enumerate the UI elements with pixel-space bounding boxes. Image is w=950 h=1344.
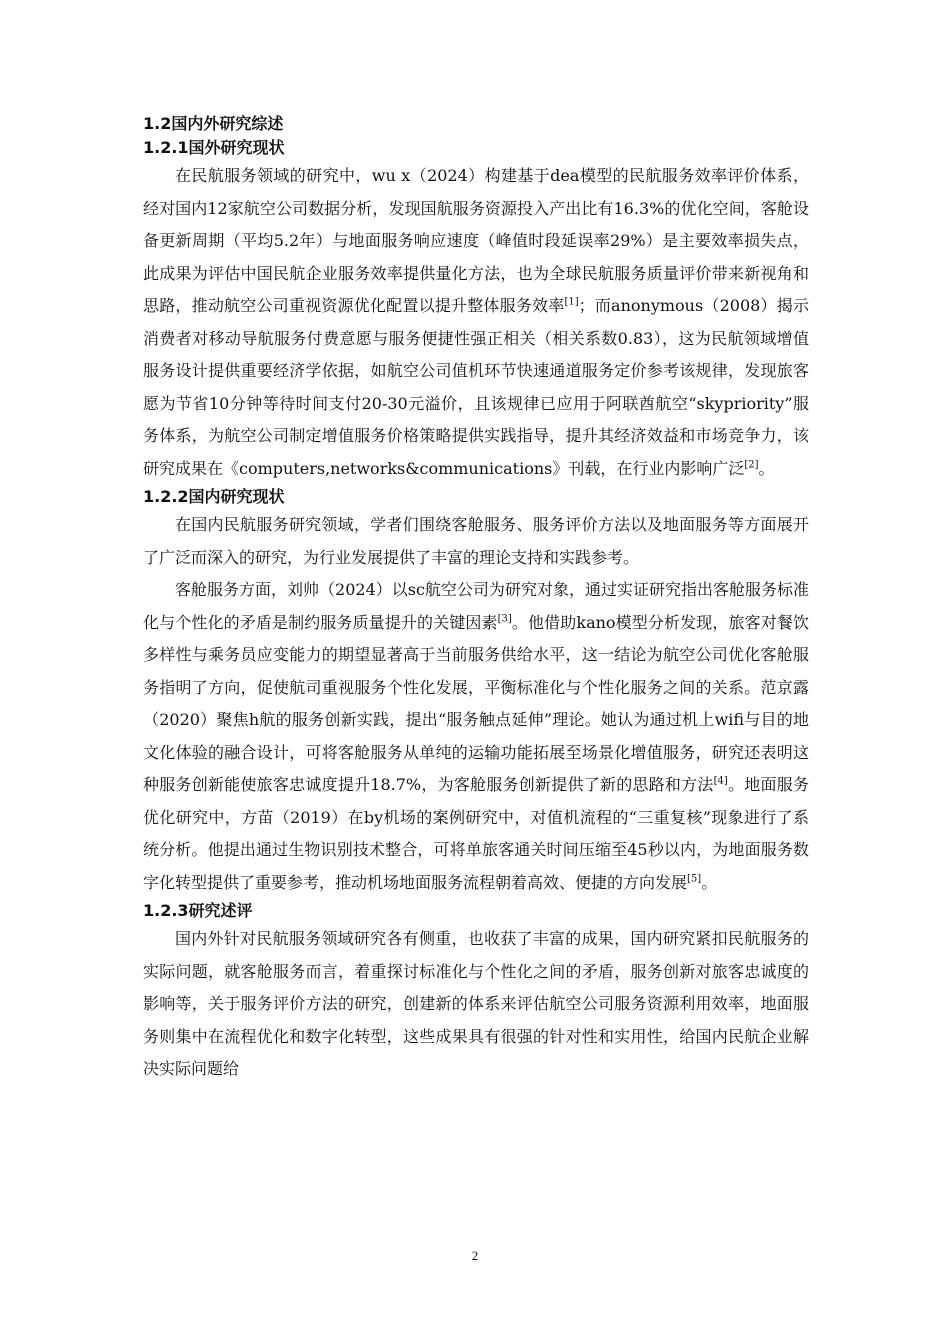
- paragraph-text: 客舱服务方面，刘帅（2024）以sc航空公司为研究对象，通过实证研究指出客舱服务标准化与个性化的矛盾是制约服务质量提升的关键因素: [143, 580, 809, 632]
- section-heading-1-2-2: 1.2.2国内研究现状: [143, 487, 285, 506]
- section-heading-1-2-3: 1.2.3研究述评: [143, 901, 253, 920]
- paragraph-research-review: 国内外针对民航服务领域研究各有侧重，也收获了丰富的成果，国内研究紧扣民航服务的实际问题，就客舱服务而言，着重探讨标准化与个性化之间的矛盾，服务创新对旅客忠诚度的影响等，关于服务评价方法的研究，创建新的体系来评估航空公司服务资源利用效率，地面服务则集中在流程优化和数字化转型，这些成果具有很强的针对性和实用性，给国内民航企业解决实际问题给: [143, 929, 809, 1078]
- section-heading-1-2: 1.2国内外研究综述: [143, 114, 284, 133]
- paragraph-foreign-research: [143, 160, 809, 485]
- page-number: 2: [471, 1248, 479, 1263]
- paragraph-text: 。: [701, 872, 718, 892]
- paragraph-domestic-overview: 在国内民航服务研究领域，学者们围绕客舱服务、服务评价方法以及地面服务等方面展开了广泛而深入的研究，为行业发展提供了丰富的理论支持和实践参考。: [143, 515, 809, 567]
- paragraph-cabin-service: [143, 574, 809, 899]
- section-heading-1-2-1: 1.2.1国外研究现状: [143, 138, 285, 157]
- paragraph-text: 。地面服务优化研究中，方苗（2019）在by机场的案例研究中，对值机流程的“三重复核”现象进行了系统分析。他提出通过生物识别技术整合，可将单旅客通关时间压缩至45秒以内，为地面服务数字化转型提供了重要参考，推动机场地面服务流程朝着高效、便捷的方向发展: [143, 775, 809, 892]
- paragraph-text: 在民航服务领域的研究中，wu x（2024）构建基于dea模型的民航服务效率评价体系，经对国内12家航空公司数据分析，发现国航服务资源投入产出比有16.3%的优化空间，客舱设备更新周期（平均5.2年）与地面服务响应速度（峰值时段延误率29%）是主要效率损失点，此成果为评估中国民航企业服务效率提供量化方法，也为全球民航服务质量评价带来新视角和思路，推动航空公司重视资源优化配置以提升整体服务效率: [143, 166, 809, 315]
- citation-2: [2]: [744, 459, 759, 471]
- paragraph-text: ；而anonymous（2008）揭示消费者对移动导航服务付费意愿与服务便捷性强正相关（相关系数0.83），这为民航领域增值服务设计提供重要经济学依据，如航空公司值机环节快速通道服务定价参考该规律，发现旅客愿为节省10分钟等待时间支付20-30元溢价，且该规律已应用于阿联酋航空“skypriority”服务体系，为航空公司制定增值服务价格策略提供实践指导，提升其经济效益和市场竞争力，该研究成果在《computers,networks&communications》刊载，在行业内影响广泛: [143, 296, 809, 478]
- citation-4: [4]: [713, 775, 728, 787]
- paragraph-text: 。他借助kano模型分析发现，旅客对餐饮多样性与乘务员应变能力的期望显著高于当前服务供给水平，这一结论为航空公司优化客舱服务指明了方向，促使航司重视服务个性化发展，平衡标准化与个性化服务之间的关系。范京露（2020）聚焦h航的服务创新实践，提出“服务触点延伸”理论。她认为通过机上wifi与目的地文化体验的融合设计，可将客舱服务从单纯的运输功能拓展至场景化增值服务，研究还表明这种服务创新能使旅客忠诚度提升18.7%，为客舱服务创新提供了新的思路和方法: [143, 612, 809, 794]
- citation-5: [5]: [687, 873, 702, 885]
- citation-1: [1]: [564, 296, 579, 308]
- document-page: [143, 112, 809, 1086]
- paragraph-text: 。: [758, 458, 775, 478]
- citation-3: [3]: [497, 613, 512, 625]
